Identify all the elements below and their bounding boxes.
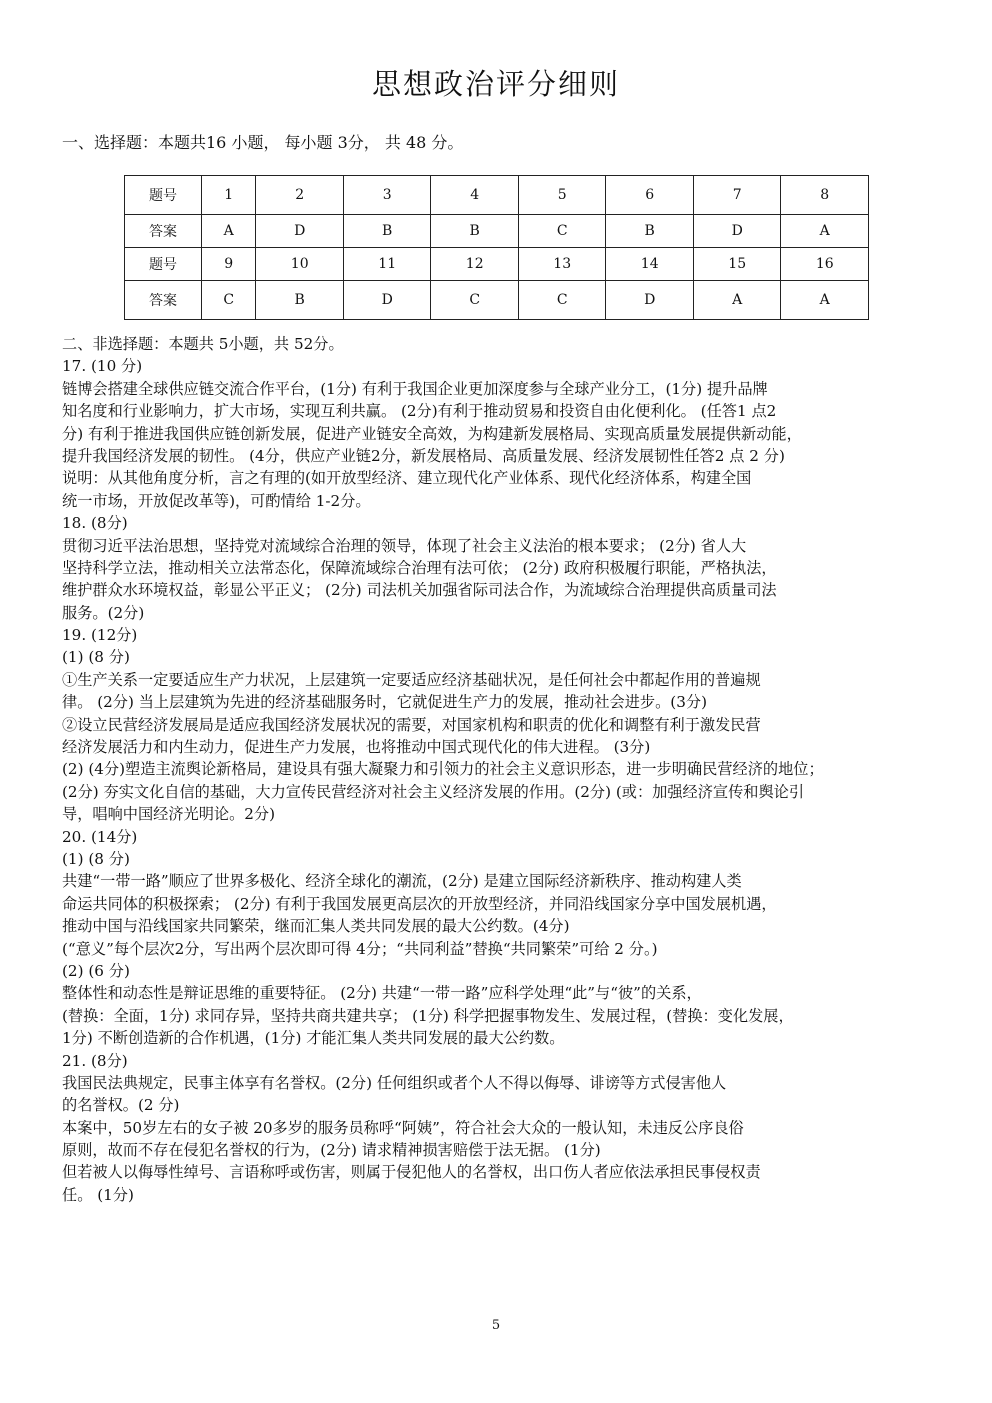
table-row [125,176,869,215]
question-number: 14 [606,248,694,281]
text-line: 知名度和行业影响力，扩大市场，实现互利共赢。 (2分)有利于推动贸易和投资自由化便利化。 (任答1 点2 [62,402,777,421]
text-line: 律。 (2分) 当上层建筑为先进的经济基础服务时，它就促进生产力的发展，推动社会进步。(3分) [62,693,707,712]
text-line: 共建“一带一路”顺应了世界多极化、经济全球化的潮流，(2分) 是建立国际经济新秩序、推动构建人类 [62,872,742,891]
text-line: ②设立民营经济发展局是适应我国经济发展状况的需要，对国家机构和职责的优化和调整有利于激发民营 [62,715,761,734]
question-number: 9 [202,248,256,281]
table-row [125,248,869,281]
text-line: 20. (14分) [62,827,138,846]
question-number: 16 [781,248,869,281]
question-number: 7 [693,176,781,215]
text-line: 但若被人以侮辱性绰号、言语称呼或伤害，则属于侵犯他人的名誉权，出口伤人者应依法承担民事侵权责 [62,1163,761,1182]
question-label: 题号 [125,176,202,215]
text-line: 19. (12分) [62,626,138,645]
text-line: 贯彻习近平法治思想，坚持党对流域综合治理的领导，体现了社会主义法治的根本要求； (2分) 省人大 [62,536,747,555]
text-line: 21. (8分) [62,1051,128,1070]
question-number: 10 [256,248,344,281]
answer-table [124,175,869,320]
answer-cell: C [202,281,256,320]
question-number: 4 [431,176,519,215]
text-line: 说明：从其他角度分析，言之有理的(如开放型经济、建立现代化产业体系、现代化经济体系，构建全国 [62,469,752,488]
answer-cell: D [343,281,431,320]
text-line: 17. (10 分) [62,357,143,376]
text-line: 经济发展活力和内生动力，促进生产力发展，也将推动中国式现代化的伟大进程。 (3分) [62,738,651,757]
question-number: 15 [693,248,781,281]
answer-cell: D [606,281,694,320]
question-number: 12 [431,248,519,281]
text-line: (1) (8 分) [62,648,130,667]
text-line: 统一市场，开放促改革等)，可酌情给 1-2分。 [62,491,371,510]
answer-cell: B [256,281,344,320]
text-line: 任。 (1分) [62,1185,134,1204]
text-line: 命运共同体的积极探索； (2分) 有利于我国发展更高层次的开放型经济，并同沿线国家分享中国发展机遇， [62,894,777,913]
text-line: 整体性和动态性是辩证思维的重要特征。 (2分) 共建“一带一路”应科学处理“此”与“彼”的关系， [62,984,702,1003]
text-line: (“意义”每个层次2分，写出两个层次即可得 4分；“共同利益”替换“共同繁荣”可给 2 分。) [62,939,658,958]
text-line: (2) (4分)塑造主流舆论新格局，建设具有强大凝聚力和引领力的社会主义意识形态，进一步明确民营经济的地位； [62,760,824,779]
text-line: 服务。(2分) [62,603,145,622]
page-title: 思想政治评分细则 [371,67,620,101]
question-number: 8 [781,176,869,215]
question-number: 1 [202,176,256,215]
answer-cell: A [202,215,256,248]
answer-cell: D [693,215,781,248]
answer-label: 答案 [125,281,202,320]
question-number: 5 [518,176,606,215]
text-line: 18. (8分) [62,514,128,533]
question-number: 2 [256,176,344,215]
text-line: (2分) 夯实文化自信的基础，大力宣传民营经济对社会主义经济发展的作用。(2分) (或：加强经济宣传和舆论引 [62,782,805,801]
text-line: 提升我国经济发展的韧性。 (4分，供应产业链2分，新发展格局、高质量发展、经济发展韧性任答2 点 2 分) [62,446,785,465]
answer-cell: C [518,281,606,320]
text-line: 的名誉权。(2 分) [62,1096,180,1115]
answer-explanations [62,333,942,1206]
text-line: 本案中，50岁左右的女子被 20多岁的服务员称呼“阿姨”，符合社会大众的一般认知，未违反公序良俗 [62,1118,744,1137]
section1-heading: 一、选择题：本题共16 小题， 每小题 3分， 共 48 分。 [62,133,464,152]
answer-cell: B [343,215,431,248]
text-line: 分) 有利于推进我国供应链创新发展，促进产业链安全高效，为构建新发展格局、实现高质量发展提供新动能， [62,424,802,443]
answer-cell: D [256,215,344,248]
question-number: 6 [606,176,694,215]
table-row [125,215,869,248]
text-line: 维护群众水环境权益，彰显公平正义； (2分) 司法机关加强省际司法合作，为流域综合治理提供高质量司法 [62,581,777,600]
text-line: ①生产关系一定要适应生产力状况，上层建筑一定要适应经济基础状况，是任何社会中都起作用的普遍规 [62,670,761,689]
text-line: 二、非选择题：本题共 5小题，共 52分。 [62,335,344,353]
answer-cell: B [431,215,519,248]
text-line: 原则，故而不存在侵犯名誉权的行为，(2分) 请求精神损害赔偿于法无据。 (1分) [62,1141,601,1160]
question-number: 11 [343,248,431,281]
answer-cell: B [606,215,694,248]
answer-cell: C [518,215,606,248]
text-line: 我国民法典规定，民事主体享有名誉权。(2分) 任何组织或者个人不得以侮辱、诽谤等方式侵害他人 [62,1073,727,1092]
text-line: 坚持科学立法，推动相关立法常态化，保障流域综合治理有法可依； (2分) 政府积极履行职能，严格执法， [62,558,777,577]
question-label: 题号 [125,248,202,281]
text-line: 推动中国与沿线国家共同繁荣，继而汇集人类共同发展的最大公约数。(4分) [62,917,570,936]
table-row [125,281,869,320]
text-line: 链博会搭建全球供应链交流合作平台，(1分) 有利于我国企业更加深度参与全球产业分工，(1分) 提升品牌 [62,379,768,398]
text-line: (1) (8 分) [62,849,130,868]
answer-cell: C [431,281,519,320]
text-line: (2) (6 分) [62,961,130,980]
question-number: 13 [518,248,606,281]
text-line: 导，唱响中国经济光明论。2分) [62,805,276,824]
page-number: 5 [491,1318,501,1333]
text-line: (替换：全面，1分) 求同存异，坚持共商共建共享； (1分) 科学把握事物发生、发展过程，(替换：变化发展， [62,1006,794,1025]
answer-label: 答案 [125,215,202,248]
text-line: 1分) 不断创造新的合作机遇，(1分) 才能汇集人类共同发展的最大公约数。 [62,1029,565,1048]
answer-cell: A [693,281,781,320]
answer-cell: A [781,215,869,248]
answer-cell: A [781,281,869,320]
question-number: 3 [343,176,431,215]
